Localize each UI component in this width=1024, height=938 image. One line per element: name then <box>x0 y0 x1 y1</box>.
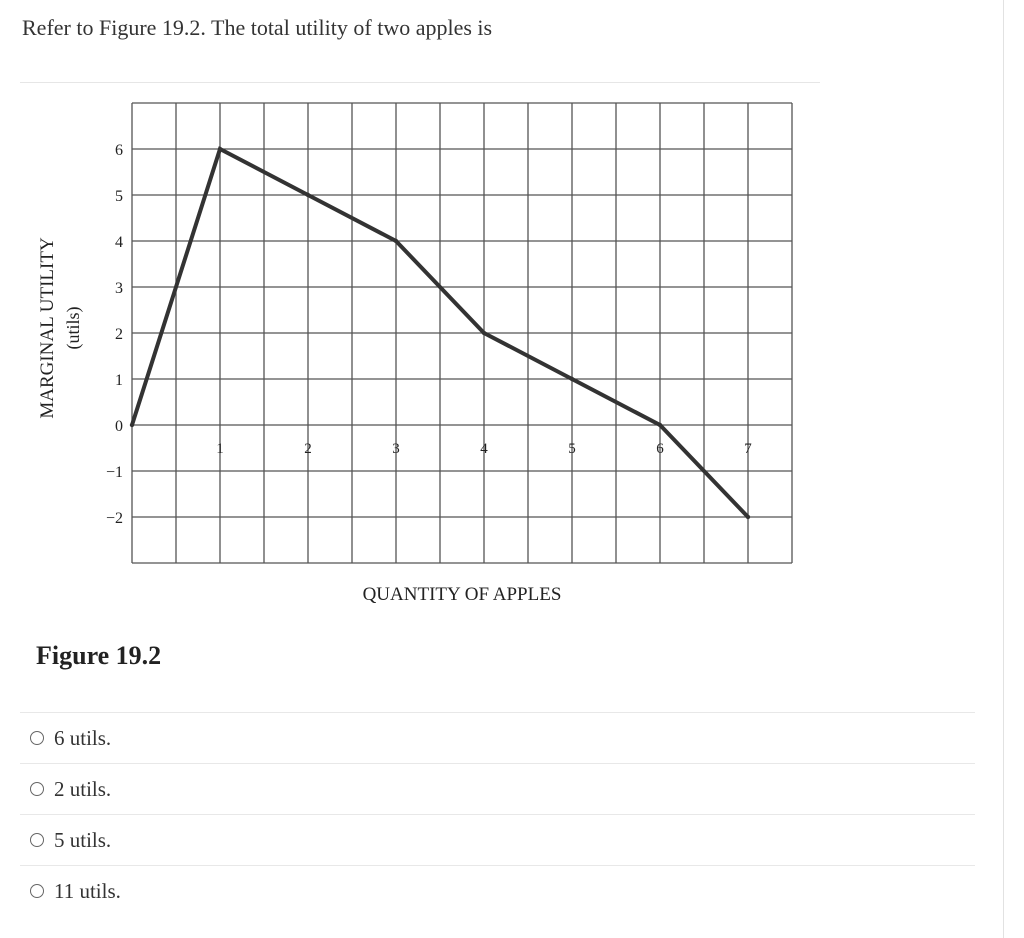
x-tick-label: 6 <box>656 441 664 457</box>
radio-button[interactable] <box>30 884 44 898</box>
radio-button[interactable] <box>30 782 44 796</box>
data-point <box>306 193 310 197</box>
figure-caption: Figure 19.2 <box>36 641 162 670</box>
x-tick-label: 7 <box>744 441 752 457</box>
data-point <box>130 423 134 427</box>
x-tick-label: 5 <box>568 441 576 457</box>
x-axis-label: QUANTITY OF APPLES <box>362 584 562 605</box>
y-tick-label: 3 <box>115 280 123 297</box>
y-axis-label: MARGINAL UTILITY <box>37 237 58 419</box>
x-tick-label: 4 <box>480 441 488 457</box>
y-tick-label: 2 <box>115 326 123 343</box>
radio-button[interactable] <box>30 731 44 745</box>
y-tick-label: −1 <box>105 464 123 481</box>
marginal-utility-chart <box>0 90 820 620</box>
divider <box>20 82 820 83</box>
scroll-edge-divider <box>1003 0 1004 938</box>
answer-option-label: 5 utils. <box>54 827 112 852</box>
answer-options <box>20 712 975 916</box>
answer-option-label: 6 utils. <box>54 725 112 750</box>
y-tick-label: 1 <box>115 372 123 389</box>
data-point <box>218 147 222 151</box>
answer-option[interactable] <box>20 865 975 916</box>
x-tick-label: 3 <box>392 441 400 457</box>
y-axis-unit: (utils) <box>63 306 83 350</box>
answer-option-label: 2 utils. <box>54 776 112 801</box>
y-tick-label: 0 <box>115 418 123 435</box>
answer-option[interactable] <box>20 712 975 763</box>
question-text: Refer to Figure 19.2. The total utility of two apples is <box>22 15 493 40</box>
y-tick-label: −2 <box>105 510 123 527</box>
answer-option[interactable] <box>20 814 975 865</box>
data-point <box>658 423 662 427</box>
data-point <box>482 331 486 335</box>
chart-grid <box>132 103 792 563</box>
data-point <box>570 377 574 381</box>
answer-option[interactable] <box>20 763 975 814</box>
radio-button[interactable] <box>30 833 44 847</box>
y-tick-label: 6 <box>115 142 123 159</box>
y-tick-label: 5 <box>115 188 123 205</box>
y-tick-label: 4 <box>115 234 123 251</box>
data-point <box>746 515 750 519</box>
data-point <box>394 239 398 243</box>
answer-option-label: 11 utils. <box>54 878 121 903</box>
x-tick-label: 2 <box>304 441 312 457</box>
x-tick-label: 1 <box>216 441 224 457</box>
